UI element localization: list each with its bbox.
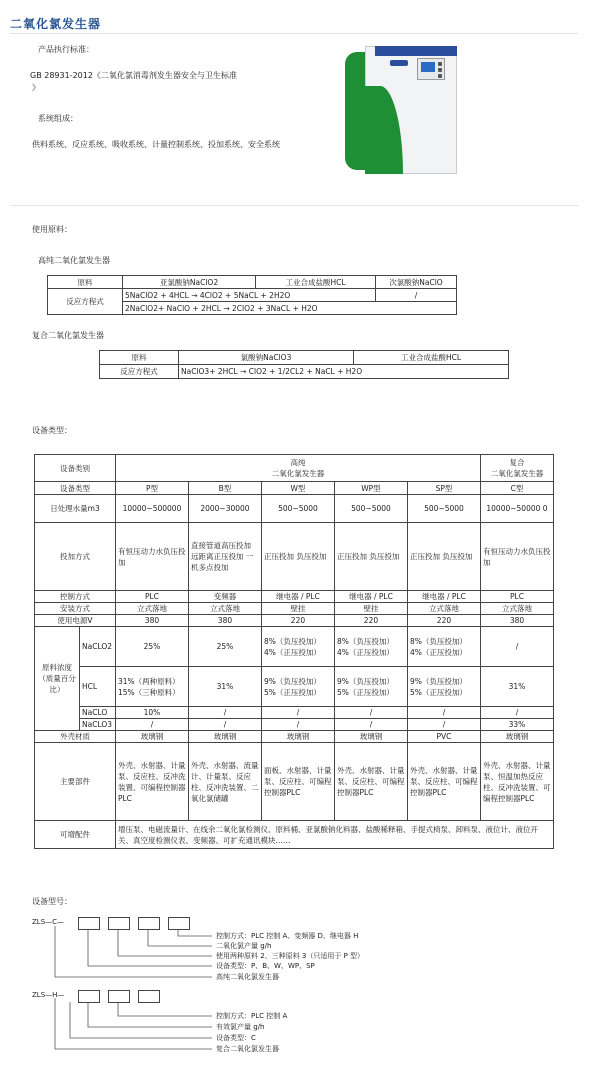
code-line: 复合二氧化氯发生器: [216, 1045, 279, 1053]
cell: 外壳材质: [35, 731, 116, 743]
cell: 380: [480, 615, 553, 627]
code-line: 设备类型：C: [216, 1034, 256, 1042]
cell: 有恒压动力水负压投加: [480, 523, 553, 591]
cell: /: [376, 289, 457, 302]
cell: 原料: [48, 276, 123, 289]
cell: /: [480, 627, 553, 667]
cell: 25%: [188, 627, 261, 667]
cell: /: [261, 707, 334, 719]
cell: 使用电源V: [35, 615, 116, 627]
cell: 500~5000: [407, 495, 480, 523]
code-line: 有效氯产量 g/h: [216, 1023, 265, 1031]
cell: 外壳、水射器、计量泵、反应柱、可编程控制器PLC: [334, 743, 407, 821]
cell: 正压投加 负压投加: [261, 523, 334, 591]
cell: 直接管道高压投加 远距离正压投加 一机多点投加: [188, 523, 261, 591]
cell: PLC: [115, 591, 188, 603]
prefix-c: ZLS—C—: [32, 918, 65, 926]
cell: 变频器: [188, 591, 261, 603]
cell: 增压泵、电磁流量计、在线余二氧化氯检测仪、原料桶、亚氯酸钠化料器、盐酸稀释箱、手提式椅泵、卸料泵、液位计、液位开关、真空度检测仪表、变频器、可扩充通讯模块……: [115, 821, 553, 849]
cell: 反应方程式: [100, 365, 179, 379]
cell: C型: [480, 482, 553, 495]
cell: 复合 二氧化氯发生器: [480, 455, 553, 482]
cell: 立式落地: [115, 603, 188, 615]
cell: /: [407, 707, 480, 719]
equation-1: 5NaClO2 + 4HCL → 4ClO2 + 5NaCL + 2H2O: [123, 289, 376, 302]
cell: 日处理水量m3: [35, 495, 116, 523]
conc-sub-label: NaCLO2: [80, 627, 116, 667]
cell: 8%（负压投加）4%（正压投加）: [407, 627, 480, 667]
system-text: 供料系统、反应系统、吸收系统、计量控制系统、投加系统、安全系统: [32, 140, 280, 149]
cell: /: [407, 719, 480, 731]
cell: 外壳、水射器、计量泵、反应柱、可编程控制器PLC: [407, 743, 480, 821]
cell: 氯酸钠NaClO3: [179, 351, 354, 365]
code-line: 使用两种原料 2、三种原料 3（只适用于 P 型）: [216, 952, 365, 960]
cell: 2000~30000: [188, 495, 261, 523]
cell: 8%（负压投加）4%（正压投加）: [334, 627, 407, 667]
cell: /: [334, 719, 407, 731]
cell: 9%（负压投加）5%（正压投加）: [334, 667, 407, 707]
conc-label: 原料浓度（质量百分比）: [38, 663, 76, 694]
cell: /: [115, 719, 188, 731]
cell: 工业合成盐酸HCL: [256, 276, 376, 289]
materials-label: 使用原料：: [32, 225, 72, 234]
cell: /: [480, 707, 553, 719]
code-box: [138, 990, 160, 1003]
cell: 原料: [100, 351, 179, 365]
cell: P型: [115, 482, 188, 495]
cell: 31%: [188, 667, 261, 707]
cell: 继电器 / PLC: [407, 591, 480, 603]
standard-line1: GB 28931-2012《二氧化氯消毒剂发生器安全与卫生标准: [30, 71, 237, 80]
cell: 外壳、水射器、计量泵、恒温加热反应柱、反冲洗装置、可编程控制器PLC: [480, 743, 553, 821]
cell: 10000~500000: [115, 495, 188, 523]
cell: 正压投加 负压投加: [407, 523, 480, 591]
conc-sub-label: NaCLO3: [80, 719, 116, 731]
cell: 31%（两种原料） 15%（三种原料）: [115, 667, 188, 707]
cell: 外壳、水射器、流量计、计量泵、反应柱、反冲洗装置、二氧化氯储罐: [188, 743, 261, 821]
cell: /: [188, 707, 261, 719]
cell: 33%: [480, 719, 553, 731]
cell: 220: [261, 615, 334, 627]
system-label: 系统组成：: [38, 114, 78, 123]
cell: 10000~50000 0: [480, 495, 553, 523]
page-title: 二氧化氯发生器: [10, 17, 102, 31]
cell: 投加方式: [35, 523, 116, 591]
cell: 安装方式: [35, 603, 116, 615]
cell: 正压投加 负压投加: [334, 523, 407, 591]
cell: 220: [334, 615, 407, 627]
equation-2: 2NaClO2+ NaClO + 2HCL → 2ClO2 + 3NaCL + H2O: [123, 302, 457, 315]
cell: 10%: [115, 707, 188, 719]
cell: 控制方式: [35, 591, 116, 603]
code-box: [108, 990, 130, 1003]
cell: /: [334, 707, 407, 719]
model-code-label: 设备型号：: [32, 897, 72, 906]
cell: 主要部件: [35, 743, 116, 821]
cell: 继电器 / PLC: [261, 591, 334, 603]
high-purity-label: 高纯二氧化氯发生器: [38, 256, 110, 265]
cell: /: [188, 719, 261, 731]
cell: W型: [261, 482, 334, 495]
cell: 继电器 / PLC: [334, 591, 407, 603]
cell: /: [261, 719, 334, 731]
code-line: 高纯二氧化氯发生器: [216, 973, 279, 981]
prefix-h: ZLS—H—: [32, 991, 65, 999]
cell: 25%: [115, 627, 188, 667]
conc-sub-label: HCL: [80, 667, 116, 707]
cell: 玻璃钢: [188, 731, 261, 743]
equation-composite: NaClO3+ 2HCL → ClO2 + 1/2CL2 + NaCL + H2O: [179, 365, 509, 379]
cell: 高纯 二氧化氯发生器: [115, 455, 480, 482]
cell: 31%: [480, 667, 553, 707]
code-line: 二氧化氯产量 g/h: [216, 942, 272, 950]
cell: 亚氯酸钠NaClO2: [123, 276, 256, 289]
cell: 设备类别: [35, 455, 116, 482]
cell: WP型: [334, 482, 407, 495]
cell: 500~5000: [261, 495, 334, 523]
code-line: 控制方式：PLC 控制 A: [216, 1012, 288, 1020]
cell: SP型: [407, 482, 480, 495]
code-line: 设备类型：P、B、W、WP、SP: [216, 962, 315, 970]
cell: 玻璃钢: [115, 731, 188, 743]
cell: 玻璃钢: [480, 731, 553, 743]
cell: 设备类型: [35, 482, 116, 495]
cell: 有恒压动力水负压投加: [115, 523, 188, 591]
cell: 9%（负压投加）5%（正压投加）: [261, 667, 334, 707]
types-label: 设备类型：: [32, 426, 72, 435]
cell: 壁挂: [334, 603, 407, 615]
standard-line2: 》: [32, 83, 40, 92]
cell: 立式落地: [480, 603, 553, 615]
cell: 220: [407, 615, 480, 627]
cell: 立式落地: [188, 603, 261, 615]
code-line: 控制方式：PLC 控制 A、变频器 D、继电器 H: [216, 932, 359, 940]
cell: 380: [115, 615, 188, 627]
cell: 面板、水射器、计量泵、反应柱、可编程控制器PLC: [261, 743, 334, 821]
cell: 9%（负压投加）5%（正压投加）: [407, 667, 480, 707]
cell: 500~5000: [334, 495, 407, 523]
cell: 反应方程式: [48, 289, 123, 315]
cell: 8%（负压投加）4%（正压投加）: [261, 627, 334, 667]
cell: PVC: [407, 731, 480, 743]
cell: 外壳、水射器、计量泵、反应柱、反冲洗装置、可编程控制器PLC: [115, 743, 188, 821]
cell: 工业合成盐酸HCL: [354, 351, 509, 365]
conc-sub-label: NaCLO: [80, 707, 116, 719]
cell: 立式落地: [407, 603, 480, 615]
cell: 玻璃钢: [334, 731, 407, 743]
cell: 可增配件: [35, 821, 116, 849]
cell: 玻璃钢: [261, 731, 334, 743]
cell: 380: [188, 615, 261, 627]
standard-label: 产品执行标准：: [38, 45, 94, 54]
code-box: [78, 990, 100, 1003]
cell: 次氯酸钠NaClO: [376, 276, 457, 289]
cell: 壁挂: [261, 603, 334, 615]
composite-label: 复合二氧化氯发生器: [32, 331, 104, 340]
cell: PLC: [480, 591, 553, 603]
cell: B型: [188, 482, 261, 495]
